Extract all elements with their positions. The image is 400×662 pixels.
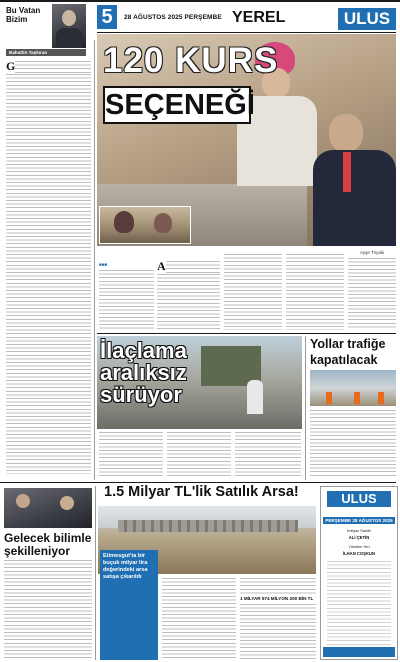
lead-col-5 <box>348 258 396 330</box>
page-date: 28 AĞUSTOS 2025 PERŞEMBE <box>124 14 222 21</box>
masthead-editor-label: Yönetim Yeri <box>348 545 370 549</box>
column-title-line2: Bizim <box>6 15 28 24</box>
lead-col-3 <box>224 254 282 330</box>
traffic-headline <box>310 336 385 368</box>
column-divider <box>94 40 95 480</box>
science-headline-line2: şekilleniyor <box>4 544 71 558</box>
science-text <box>4 560 92 660</box>
column-text-intro <box>15 61 91 73</box>
spraying-headline <box>100 340 187 406</box>
worker <box>247 380 263 414</box>
science-headline <box>4 532 91 558</box>
lead-subhead: ■■■ <box>99 262 108 267</box>
spraying-headline-line3: sürüyor <box>100 382 182 407</box>
page-number: 5 <box>97 5 117 29</box>
spraying-col-1 <box>99 432 163 478</box>
science-headline-line1: Gelecek bilimle <box>4 531 92 545</box>
column-title-line1: Bu Vatan <box>6 6 41 15</box>
land-bold-line: 1 MİLYAR 574 MİLYON 200 BİN TL <box>240 596 314 601</box>
lead-col-1 <box>99 270 154 330</box>
land-col-1 <box>162 578 236 660</box>
spraying-headline-line2: aralıksız <box>100 360 187 385</box>
spraying-headline-line1: İlaçlama <box>100 338 187 363</box>
bottom-divider <box>95 486 96 660</box>
traffic-cone-1 <box>326 392 332 404</box>
inset-woman-right <box>154 213 172 233</box>
science-person-1 <box>16 494 30 508</box>
inset-photo <box>99 206 191 244</box>
column-dropcap: G <box>6 59 16 73</box>
man-tie <box>343 152 351 192</box>
columnist-photo <box>52 4 86 48</box>
masthead-editor: İLHAN COŞKUN <box>342 551 376 556</box>
masthead-footer-bar <box>323 647 395 657</box>
lead-headline-line2: SEÇENEĞİ <box>103 86 251 124</box>
traffic-cone-3 <box>378 392 384 404</box>
lead-col-2-intro <box>166 261 220 273</box>
column-text <box>6 74 91 474</box>
masthead-details <box>327 561 391 645</box>
brand-badge: ULUS <box>338 8 396 30</box>
top-rule <box>0 0 400 2</box>
science-photo <box>4 488 92 528</box>
land-bluebox: Etimesgut'ta bir buçuk milyar lira değerindeki arsa satışa çıkarıldı <box>100 550 158 660</box>
traffic-headline-line1: Yollar trafiğe <box>310 337 386 351</box>
spraying-col-3 <box>235 432 301 478</box>
middle-rule <box>0 482 396 483</box>
columnist-suit <box>56 28 82 48</box>
lead-col-2 <box>157 274 220 330</box>
land-col-2-top <box>240 578 316 594</box>
masthead-owner: ALİ ÇETİN <box>348 535 370 540</box>
masthead-owner-label: İmtiyaz Sahibi <box>347 529 371 533</box>
columnist-face <box>62 10 76 26</box>
traffic-headline-line2: kapatılacak <box>310 353 378 367</box>
lead-bottom-rule <box>97 333 396 334</box>
masthead-box <box>320 486 398 660</box>
man-face <box>329 114 363 152</box>
masthead-brand: ULUS <box>327 491 391 507</box>
traffic-cone-2 <box>354 392 360 404</box>
masthead-date-bar: PERŞEMBE 28 AĞUSTOS 2025 <box>323 517 395 524</box>
lead-headline-line1: 120 KURS <box>103 41 279 80</box>
columnist-name: Bahattin Taşkıran <box>6 49 86 56</box>
lead-dropcap: A <box>157 259 166 273</box>
land-col-2 <box>240 604 316 660</box>
traffic-divider <box>305 336 306 480</box>
man-suit <box>313 150 396 246</box>
science-person-2 <box>60 496 74 510</box>
lead-photo-caption: Ayşe Tiryaki <box>360 250 385 255</box>
inset-woman-left <box>114 211 134 233</box>
column-title <box>6 6 40 24</box>
land-headline: 1.5 Milyar TL'lik Satılık Arsa! <box>104 484 299 500</box>
traffic-text <box>310 410 396 478</box>
lead-col-4 <box>286 254 344 330</box>
traffic-photo <box>310 370 396 406</box>
header-rule <box>97 32 396 33</box>
land-buildings <box>118 520 298 532</box>
spraying-col-2 <box>167 432 231 478</box>
section-title: YEREL <box>232 9 286 26</box>
